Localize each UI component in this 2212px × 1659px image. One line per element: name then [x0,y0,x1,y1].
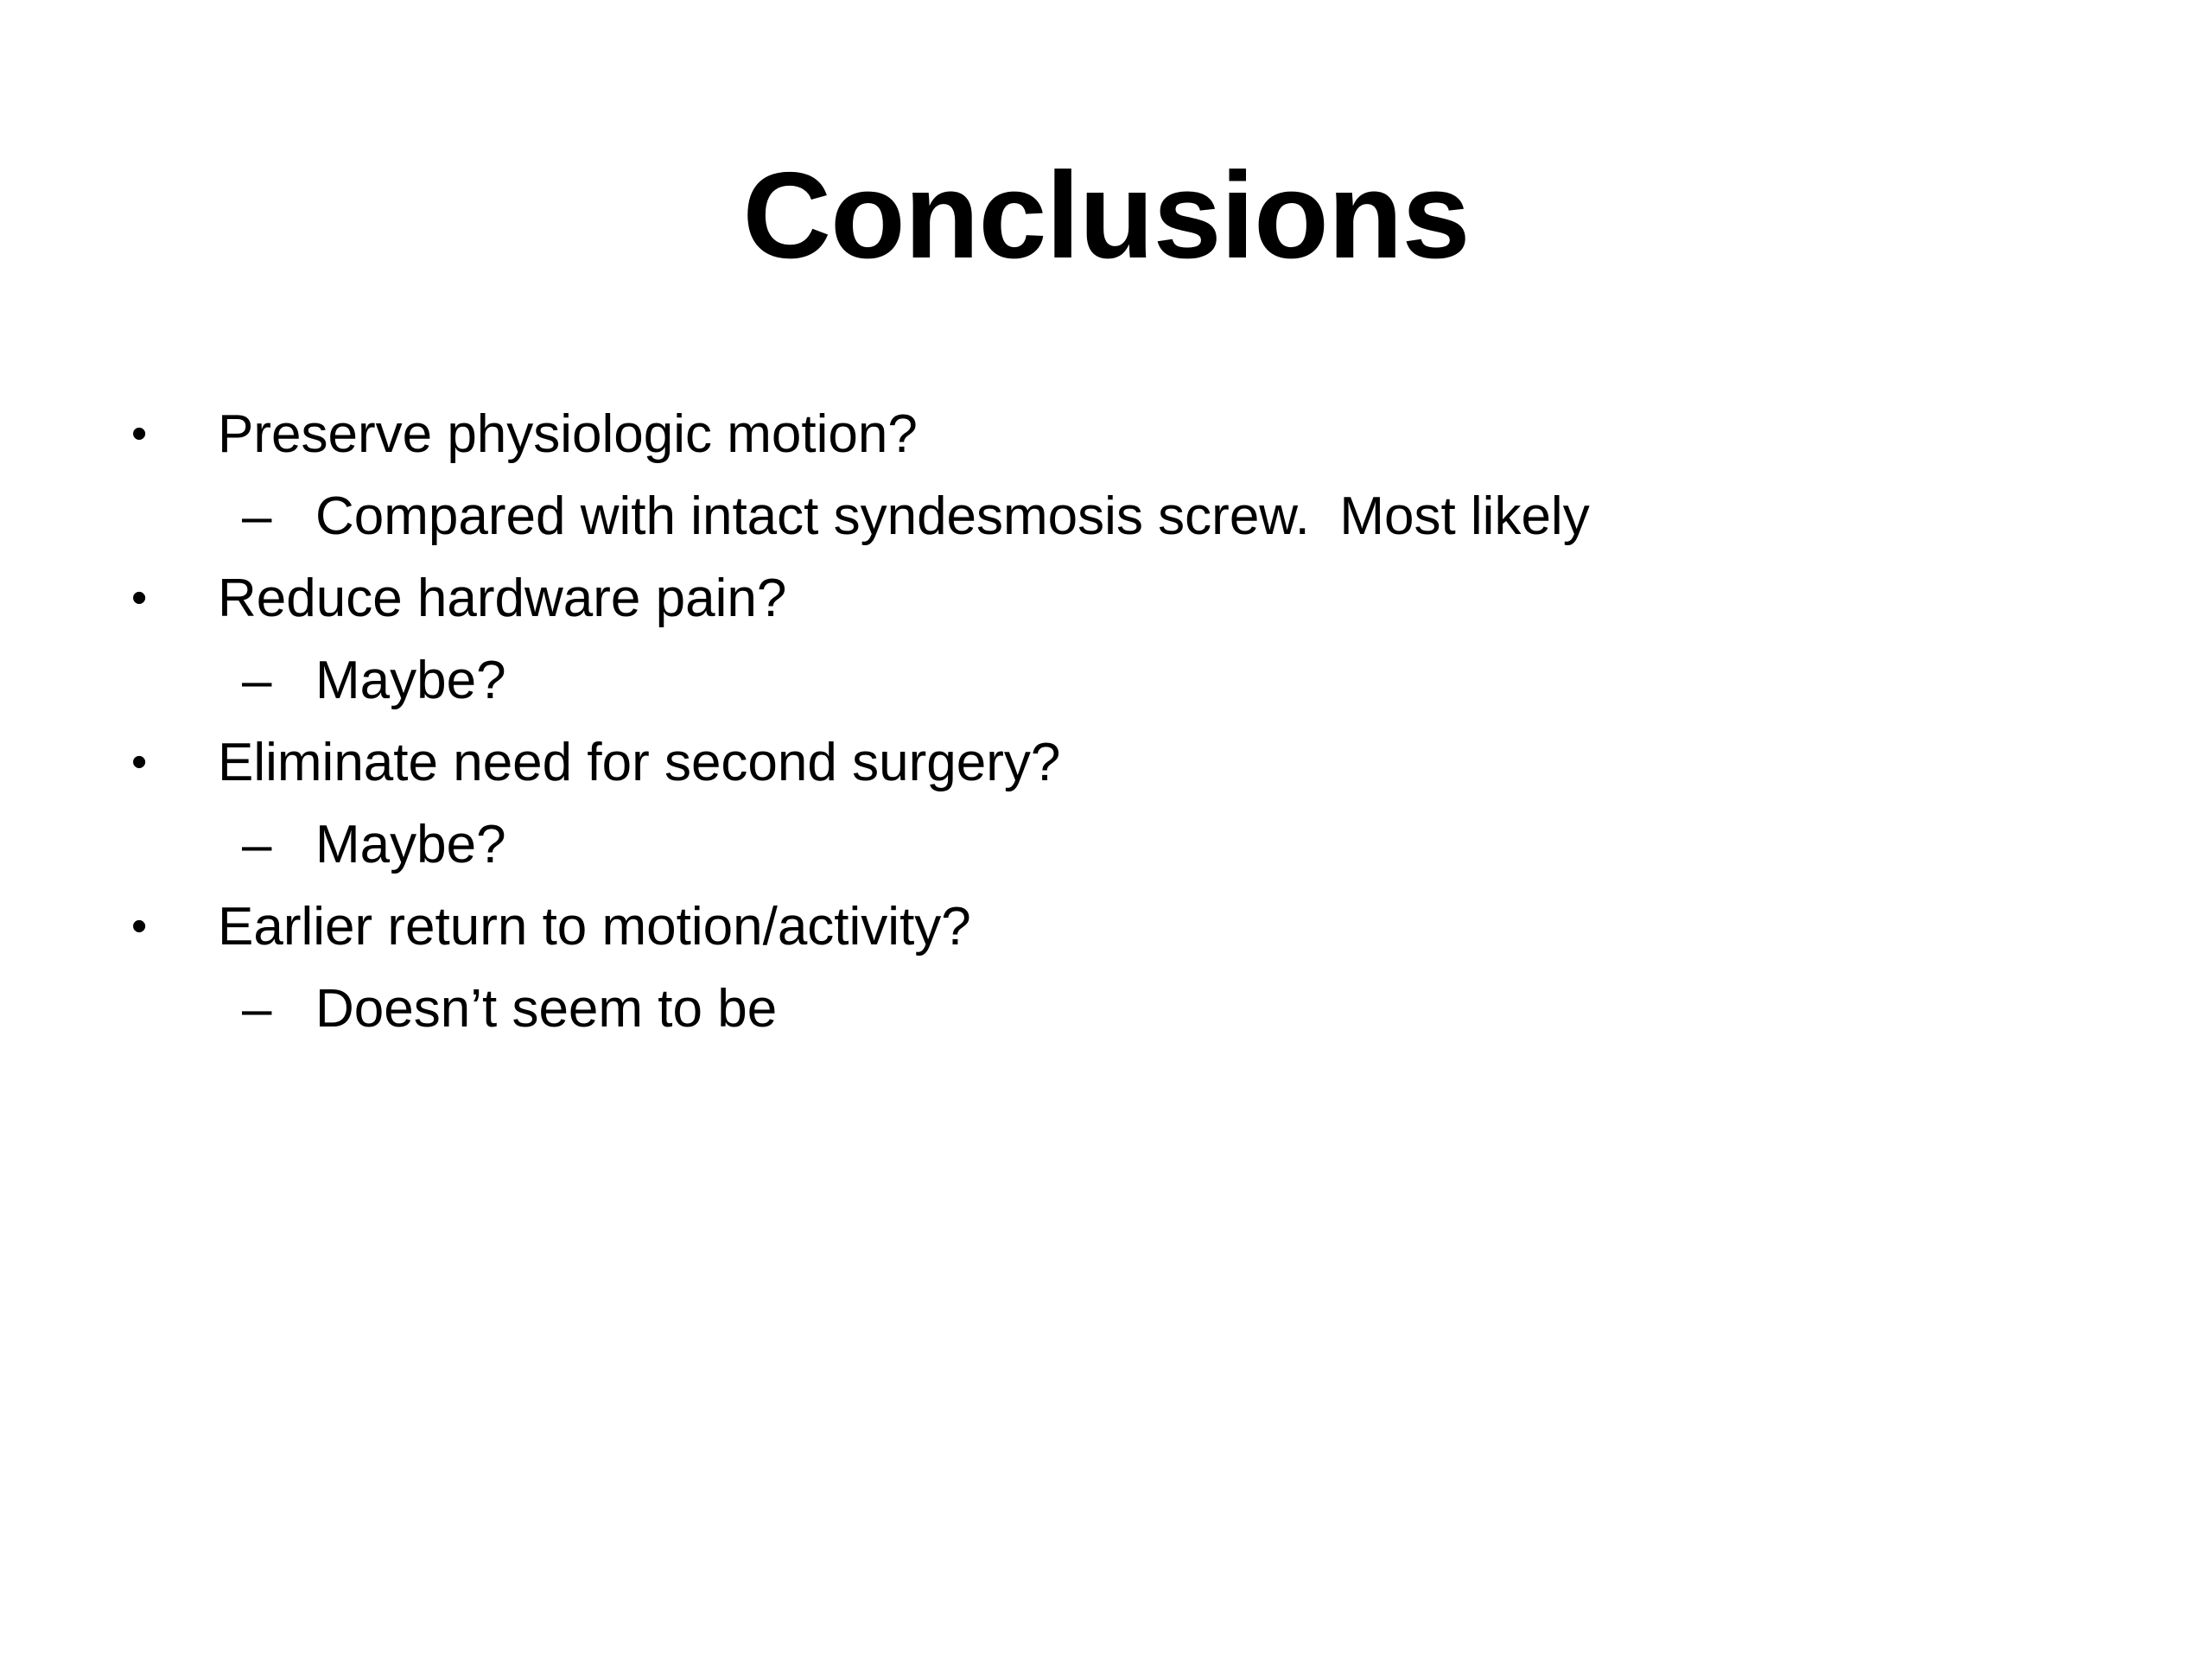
list-item [121,557,2108,639]
sub-bullet-text: Doesn’t seem to be [315,979,778,1039]
dash-marker: – [242,979,272,1039]
sub-list-item [121,804,2108,886]
sub-bullet-text: Maybe? [315,815,506,874]
bullet-list [121,393,2108,1050]
dash-marker: – [242,815,272,874]
bullet-marker: • [131,409,148,459]
list-item [121,721,2108,804]
bullet-text: Eliminate need for second surgery? [218,733,1061,792]
dash-marker: – [242,651,272,710]
slide-title: Conclusions [742,147,1470,284]
sub-list-item [121,639,2108,721]
sub-list-item [121,475,2108,557]
bullet-marker: • [131,901,148,951]
bullet-marker: • [131,573,148,623]
sub-bullet-text: Maybe? [315,651,506,710]
sub-list-item [121,968,2108,1050]
list-item [121,393,2108,475]
bullet-text: Earlier return to motion/activity? [218,897,971,957]
bullet-marker: • [131,737,148,787]
list-item [121,886,2108,968]
sub-bullet-text: Compared with intact syndesmosis screw. Most likely [315,486,1590,546]
bullet-text: Reduce hardware pain? [218,569,787,628]
bullet-text: Preserve physiologic motion? [218,404,918,464]
dash-marker: – [242,486,272,546]
